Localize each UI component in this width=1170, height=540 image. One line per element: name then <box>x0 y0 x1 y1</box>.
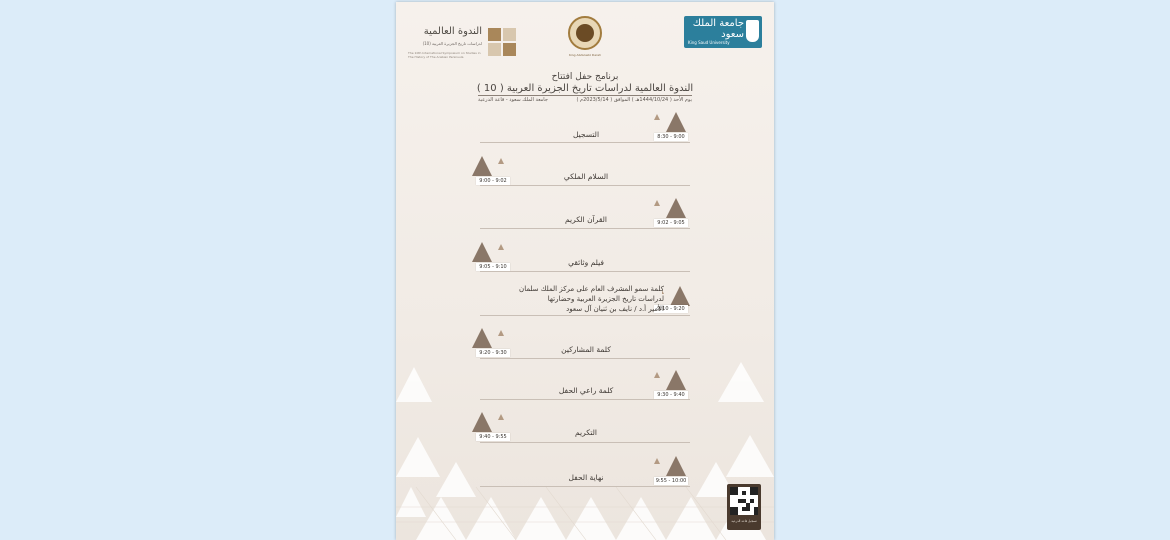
ksu-name-ar: جامعة الملك سعود <box>692 18 744 40</box>
time-badge: 9:10 - 9:20 <box>654 305 688 313</box>
program-item-label: كلمة المشاركين <box>561 345 611 354</box>
qr-label: تسجيل قاعة الدرعية <box>731 519 757 523</box>
ksu-shield-icon <box>746 20 759 42</box>
qr-code-card[interactable] <box>727 484 761 530</box>
item-divider <box>480 399 690 400</box>
title-divider <box>478 95 692 96</box>
time-badge: 9:55 - 10:00 <box>655 478 687 484</box>
speech-line-1: كلمة سمو المشرف العام على مركز الملك سلمان <box>519 285 664 293</box>
symposium-emblem-icon <box>488 28 518 60</box>
symposium-title: الندوة العالمية <box>423 26 482 37</box>
time-badge: 9:02 - 9:05 <box>654 219 688 227</box>
triangle-decoration-icon <box>654 108 686 132</box>
time-badge: 9:40 - 9:55 <box>476 433 510 441</box>
ksu-name-en: King Saud University <box>688 40 730 45</box>
item-divider <box>480 185 690 186</box>
speech-line-2: لدراسات تاريخ الجزيرة العربية وحضارتها <box>547 295 664 303</box>
item-divider <box>480 228 690 229</box>
triangle-decoration-icon <box>472 324 504 348</box>
seal-emblem <box>576 24 594 42</box>
program-item-label: القرآن الكريم <box>564 215 607 224</box>
program-title: برنامج حفل افتتاح <box>551 72 619 82</box>
speech-item-label <box>484 284 664 314</box>
item-divider <box>480 358 690 359</box>
program-item-label: التكريم <box>575 428 597 437</box>
time-badge: 9:30 - 9:40 <box>654 391 688 399</box>
ksu-logo <box>684 16 762 48</box>
triangle-decoration-icon <box>654 452 686 476</box>
triangle-decoration-icon <box>662 282 694 306</box>
qr-code-icon <box>730 487 758 515</box>
triangle-pattern-decoration <box>396 357 774 540</box>
item-divider <box>480 486 690 487</box>
program-poster <box>396 2 774 540</box>
date-text: يوم الأحد ( 1444/10/24هـ ) الموافق ( 2023/5/14م ) <box>576 97 692 103</box>
symposium-subtitle: لدراسات تاريخ الجزيرة العربية (10) <box>422 41 482 46</box>
program-item-label: نهاية الحفل <box>568 473 604 482</box>
triangle-decoration-icon <box>472 152 504 176</box>
program-item-label: فيلم وثائقي <box>568 258 604 267</box>
date-venue-line <box>478 97 692 103</box>
triangle-decoration-icon <box>654 366 686 390</box>
item-divider <box>480 315 690 316</box>
triangle-decoration-icon <box>654 194 686 218</box>
speech-line-3: الأمير أ.د / نايف بن ثنيان آل سعود <box>566 305 664 313</box>
time-badge: 9:05 - 9:10 <box>476 263 510 271</box>
symposium-english: The 10th International Symposium on Studies in The History of The Arabian Peninsula <box>408 51 481 59</box>
triangle-decoration-icon <box>472 408 504 432</box>
symposium-logo <box>406 14 511 59</box>
program-item-label: السلام الملكي <box>563 172 609 181</box>
item-divider <box>480 442 690 443</box>
item-divider <box>480 271 690 272</box>
item-divider <box>480 142 690 143</box>
seal-caption: King Abdulaziz Darah <box>568 53 602 57</box>
program-item-label: كلمة راعي الحفل <box>558 386 614 395</box>
time-badge: 9:20 - 9:30 <box>476 349 510 357</box>
darah-seal-icon <box>568 16 602 50</box>
time-badge: 9:00 - 9:02 <box>476 177 510 185</box>
event-title: الندوة العالمية لدراسات تاريخ الجزيرة العربية ( 10 ) <box>476 83 694 94</box>
time-badge: 8:30 - 9:00 <box>654 133 688 141</box>
program-item-label: التسجيل <box>572 130 600 139</box>
venue-text: جامعة الملك سعود - قاعة الدرعية <box>478 97 548 103</box>
triangle-decoration-icon <box>472 238 504 262</box>
